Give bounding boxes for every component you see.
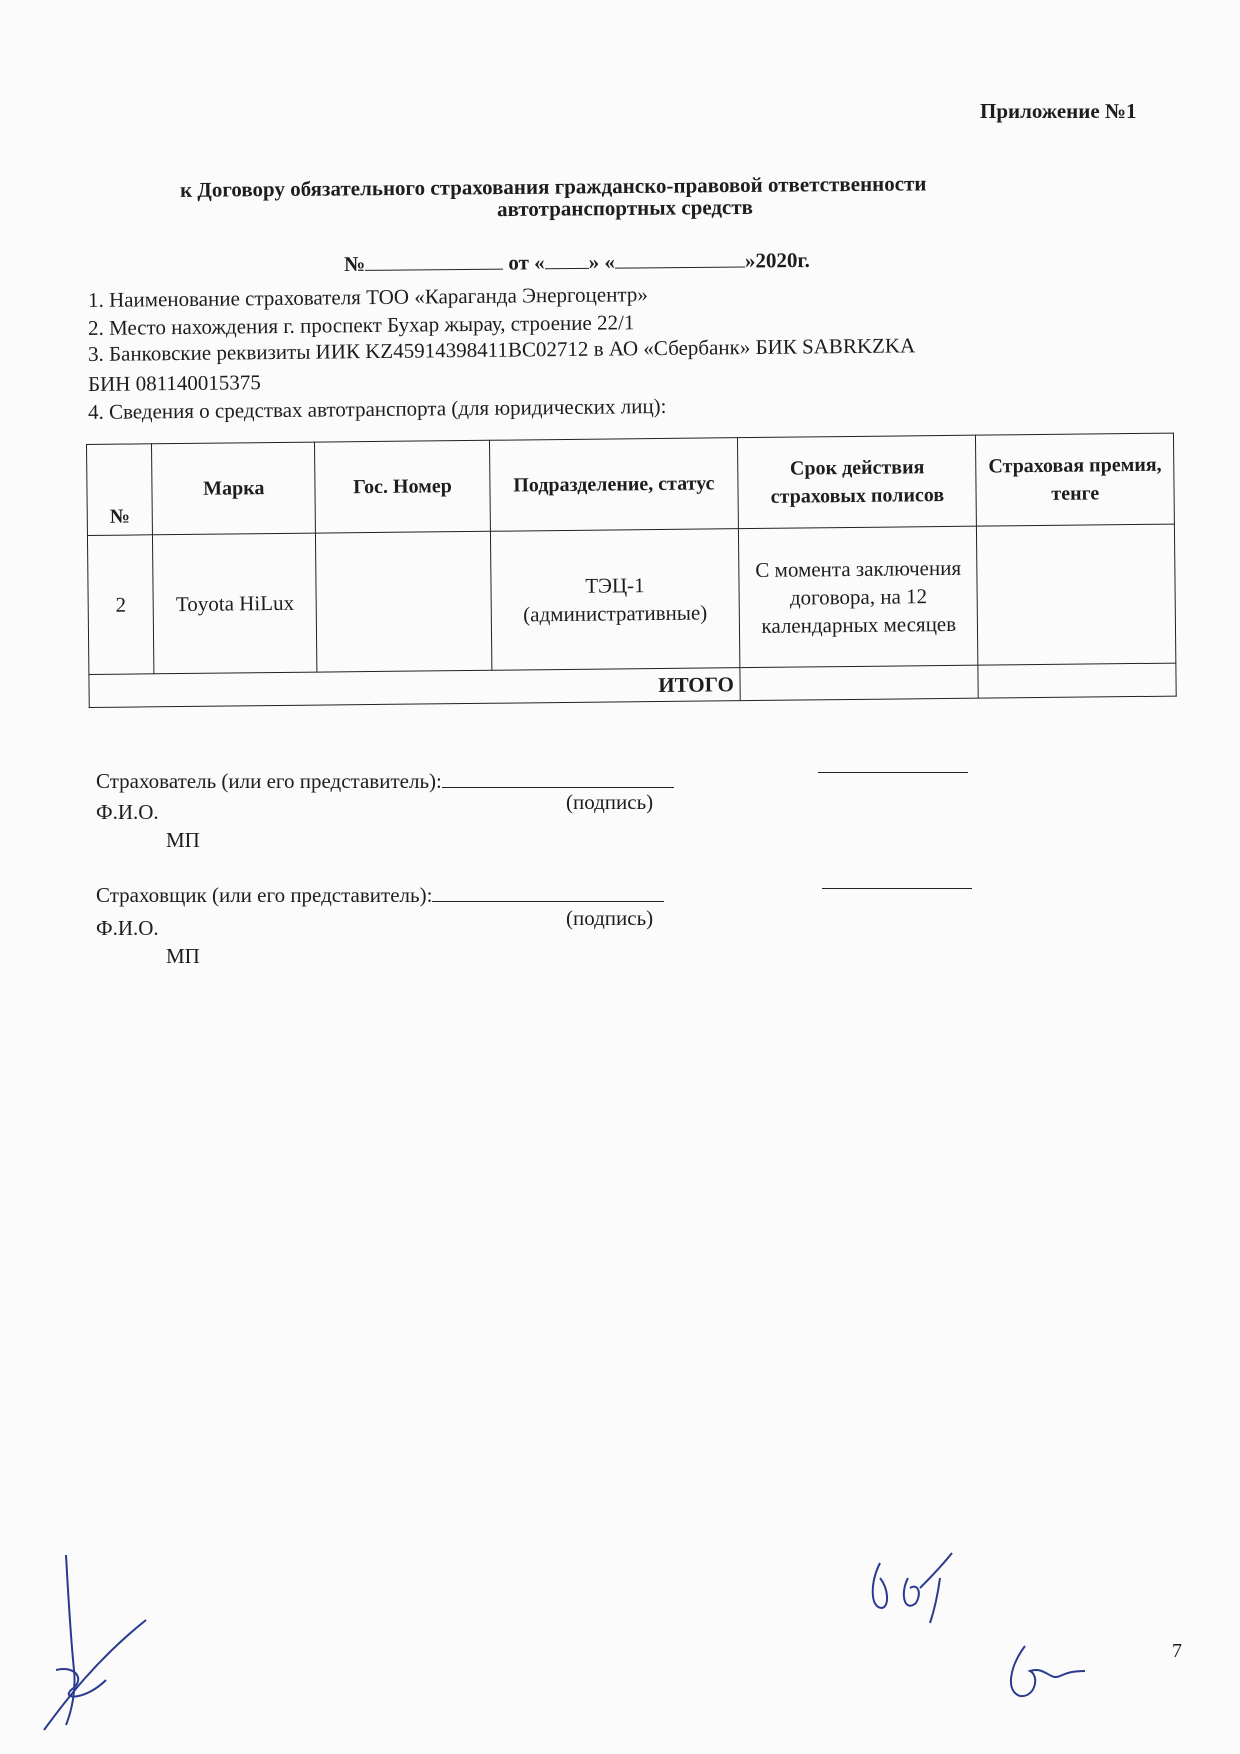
handwritten-signature-right-2	[1000, 1636, 1090, 1706]
handwritten-signature-left	[36, 1550, 156, 1740]
cell-term: С момента заключения договора, на 12 календарных месяцев	[739, 526, 979, 667]
date-from-label: от «	[508, 250, 545, 275]
date-year: »2020г.	[744, 247, 810, 273]
document-title-line2: автотранспортных средств	[496, 194, 754, 222]
insured-extra-line	[818, 772, 968, 773]
contract-number-blank[interactable]	[365, 251, 503, 271]
header-term: Срок действия страховых полисов	[738, 435, 977, 528]
date-mid: » «	[588, 249, 616, 274]
cell-premium	[977, 524, 1176, 665]
insured-label: Страхователь (или его представитель):	[96, 769, 442, 793]
table-header-row	[87, 433, 1175, 535]
date-month-blank[interactable]	[615, 249, 745, 269]
bank-details: 3. Банковские реквизиты ИИК KZ45914398411BC02712 в АО «Сбербанк» БИК SABRKZKA	[87, 333, 916, 366]
bin-number: БИН 081140015375	[87, 370, 261, 396]
insured-mp: МП	[166, 828, 200, 852]
insurer-signature-blank[interactable]	[432, 883, 664, 902]
vehicles-table	[86, 433, 1177, 708]
signature-caption-2: (подпись)	[566, 906, 654, 930]
vehicles-intro: 4. Сведения о средствах автотранспорта (для юридических лиц):	[87, 393, 667, 424]
header-division: Подразделение, статус	[489, 438, 739, 532]
contract-number-line	[344, 248, 810, 277]
page-number: 7	[1172, 1640, 1182, 1662]
insurer-fio: Ф.И.О.	[96, 916, 159, 940]
insurer-mp: МП	[166, 944, 200, 968]
total-value	[978, 663, 1176, 698]
cell-brand: Toyota HiLux	[153, 533, 318, 674]
header-brand: Марка	[152, 442, 316, 535]
insurer-label: Страховщик (или его представитель):	[96, 883, 433, 907]
insurer-extra-line	[822, 888, 972, 889]
cell-division: ТЭЦ-1 (административные)	[490, 529, 740, 671]
insured-signature-blank[interactable]	[442, 769, 674, 788]
handwritten-signature-right-1	[860, 1548, 970, 1628]
document-title: к Договору обязательного страхования гражданско-правовой ответственности	[179, 171, 927, 202]
date-day-blank[interactable]	[545, 250, 589, 269]
header-plate: Гос. Номер	[315, 440, 490, 533]
insured-name: 1. Наименование страхователя ТОО «Караганда Энергоцентр»	[87, 282, 648, 312]
total-label: ИТОГО	[89, 668, 741, 708]
insured-fio: Ф.И.О.	[96, 800, 159, 824]
appendix-label: Приложение №1	[980, 99, 1137, 123]
header-num: №	[87, 444, 153, 536]
number-sign: №	[343, 251, 366, 277]
insured-location: 2. Место нахождения г. проспект Бухар жырау, строение 22/1	[87, 310, 635, 340]
table-row	[87, 524, 1175, 674]
total-empty-1	[740, 665, 978, 700]
cell-plate	[316, 531, 491, 672]
header-premium: Страховая премия, тенге	[976, 433, 1175, 526]
signature-caption-1: (подпись)	[566, 790, 654, 814]
cell-num: 2	[87, 535, 154, 675]
insurer-signature-line	[96, 883, 664, 908]
